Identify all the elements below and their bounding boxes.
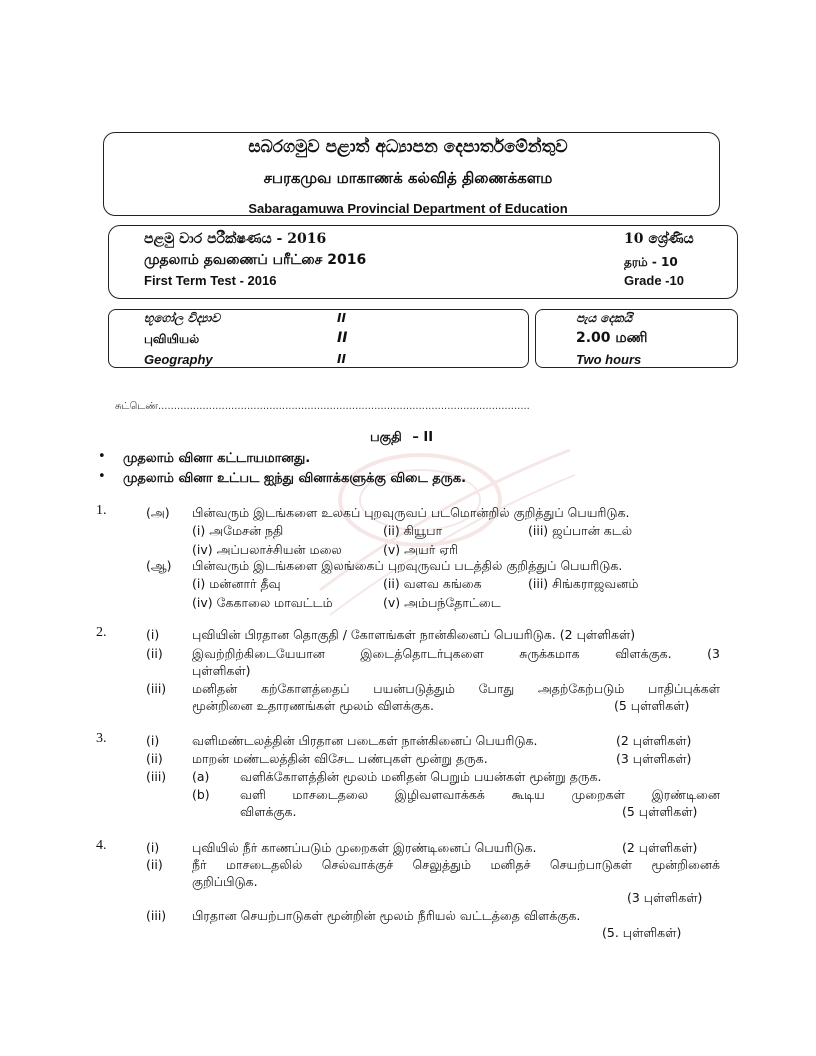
q1-b-item: (iii) சிங்கராஜவனம் xyxy=(528,576,639,591)
exam-name-ta: முதலாம் தவணைப் பரீட்சை 2016 xyxy=(144,252,367,268)
q2-iii-text-cont: மூன்றினை உதாரணங்கள் மூலம் விளக்குக. xyxy=(192,698,434,713)
q2-iii-marks: (5 புள்ளிகள்) xyxy=(614,698,690,713)
section-label: பகுதி xyxy=(370,430,402,445)
q4-i-label: (i) xyxy=(146,840,160,855)
q3-i-marks: (2 புள்ளிகள்) xyxy=(616,733,692,748)
bullet-icon: • xyxy=(98,469,106,484)
q1-b-item: (ii) வளவ கங்கை xyxy=(383,576,482,591)
q2-number: 2. xyxy=(96,625,107,640)
english-title: Sabaragamuwa Provincial Department of Education xyxy=(248,201,568,216)
q2-ii-text: இவற்றிற்கிடையேயான இடைத்தொடர்புகளை சுருக்கமாக விளக்குக. (3 xyxy=(192,646,720,661)
q2-i-label: (i) xyxy=(146,627,160,642)
time-ta: 2.00 மணி xyxy=(576,330,648,346)
q4-ii-text: நீர் மாசடைதலில் செல்வாக்குச் செலுத்தும் மனிதச் செயற்பாடுகள் மூன்றினைக் xyxy=(192,857,720,872)
q3-number: 3. xyxy=(96,731,107,746)
q2-ii-label: (ii) xyxy=(146,646,163,661)
time-en: Two hours xyxy=(576,352,642,367)
q4-iii-marks: (5. புள்ளிகள்) xyxy=(602,925,682,940)
subject-en: Geography xyxy=(144,352,213,367)
paper-en: II xyxy=(337,352,346,366)
q1-b-item: (i) மன்னார் தீவு xyxy=(192,576,281,591)
q1-b-label: (ஆ) xyxy=(146,558,172,573)
q3-ii-label: (ii) xyxy=(146,751,163,766)
q2-iii-label: (iii) xyxy=(146,681,167,696)
q3-i-text: வளிமண்டலத்தின் பிரதான படைகள் நான்கினைப் பெயரிடுக. xyxy=(192,733,538,748)
q2-iii-text: மனிதன் கற்கோளத்தைப் பயன்படுத்தும் போது அதற்கேற்படும் பாதிப்புக்கள் xyxy=(192,681,720,696)
q4-ii-label: (ii) xyxy=(146,857,163,872)
grade-si: 10 ශ්‍රේණිය xyxy=(624,231,694,247)
exam-name-en: First Term Test - 2016 xyxy=(144,273,277,288)
subject-ta: புவியியல் xyxy=(144,332,200,346)
instruction-2: முதலாம் வினா உட்பட ஐந்து வினாக்களுக்கு விடை தருக. xyxy=(123,471,467,486)
q3-ii-marks: (3 புள்ளிகள்) xyxy=(616,751,692,766)
q1-number: 1. xyxy=(96,503,107,518)
q1-b-item: (iv) கேகாலை மாவட்டம் xyxy=(192,595,333,610)
q4-iii-text: பிரதான செயற்பாடுகள் மூன்றின் மூலம் நீரியல் வட்டத்தை விளக்குக. xyxy=(192,908,581,923)
q3-a-text: வளிக்கோளத்தின் மூலம் மனிதன் பெறும் பயன்கள் மூன்று தருக. xyxy=(240,769,602,784)
q4-number: 4. xyxy=(96,838,107,853)
q3-ii-text: மாறன் மண்டலத்தின் விசேட பண்புகள் மூன்று தருக. xyxy=(192,751,488,766)
q4-i-text: புவியில் நீர் காணப்படும் முறைகள் இரண்டினைப் பெயரிடுக. xyxy=(192,840,537,855)
q2-ii-text-cont: புள்ளிகள்) xyxy=(192,663,251,678)
exam-name-si: පළමු වාර පරීක්ෂණය - 2016 xyxy=(144,231,327,247)
q1-a-text: பின்வரும் இடங்களை உலகப் புறவுருவப் படமொன்றில் குறித்துப் பெயரிடுக. xyxy=(192,505,630,520)
q4-ii-marks: (3 புள்ளிகள்) xyxy=(627,890,703,905)
q1-b-text: பின்வரும் இடங்களை இலங்கைப் புறவுருவப் படத்தில் குறித்துப் பெயரிடுக. xyxy=(192,558,623,573)
q1-a-item: (v) அயர் ஏரி xyxy=(383,542,458,557)
q3-a-label: (a) xyxy=(192,769,210,784)
q4-i-marks: (2 புள்ளிகள்) xyxy=(622,840,698,855)
sinhala-title: සබරගමුව පළාත් අධ්‍යාපන දෙපාර්තමේන්තුව xyxy=(248,137,568,157)
q3-i-label: (i) xyxy=(146,733,160,748)
grade-ta: தரம் - 10 xyxy=(624,255,678,269)
q1-a-item: (iv) அப்பலாச்சியன் மலை xyxy=(192,542,342,557)
q4-iii-label: (iii) xyxy=(146,908,167,923)
q4-ii-text-cont: குறிப்பிடுக. xyxy=(192,874,258,889)
q1-b-item: (v) அம்பந்தோட்டை xyxy=(383,595,501,610)
time-si: පැය දෙකයි xyxy=(576,311,633,325)
q1-a-item: (ii) கியூபா xyxy=(383,523,443,538)
q3-iii-label: (iii) xyxy=(146,769,167,784)
section-title xyxy=(370,430,433,446)
q1-a-item: (i) அமேசன் நதி xyxy=(192,523,284,538)
grade-en: Grade -10 xyxy=(624,273,684,288)
q3-b-marks: (5 புள்ளிகள்) xyxy=(622,804,698,819)
subject-si: භූගෝල විද්‍යාව xyxy=(144,311,220,325)
q2-i-text: புவியின் பிரதான தொகுதி / கோளங்கள் நான்கினைப் பெயரிடுக. (2 புள்ளிகள்) xyxy=(192,627,636,642)
instruction-1: முதலாம் வினா கட்டாயமானது. xyxy=(123,451,311,466)
q1-a-item: (iii) ஜப்பான் கடல் xyxy=(528,523,633,538)
index-number-line: சுட்டெண்..................................................................................................................... xyxy=(115,401,530,412)
q3-b-label: (b) xyxy=(192,787,210,802)
q3-b-text-cont: விளக்குக. xyxy=(240,804,297,819)
q3-b-text: வளி மாசடைதலை இழிவளவாக்கக் கூடிய முறைகள் இரண்டினை xyxy=(240,787,720,802)
section-part: – II xyxy=(412,430,434,445)
paper-si: II xyxy=(337,311,346,325)
bullet-icon: • xyxy=(98,449,106,464)
paper-ta: II xyxy=(337,330,348,346)
q1-a-label: (அ) xyxy=(146,505,170,520)
tamil-title: சபரகமுவ மாகாணக் கல்வித் திணைக்களம xyxy=(263,169,553,187)
